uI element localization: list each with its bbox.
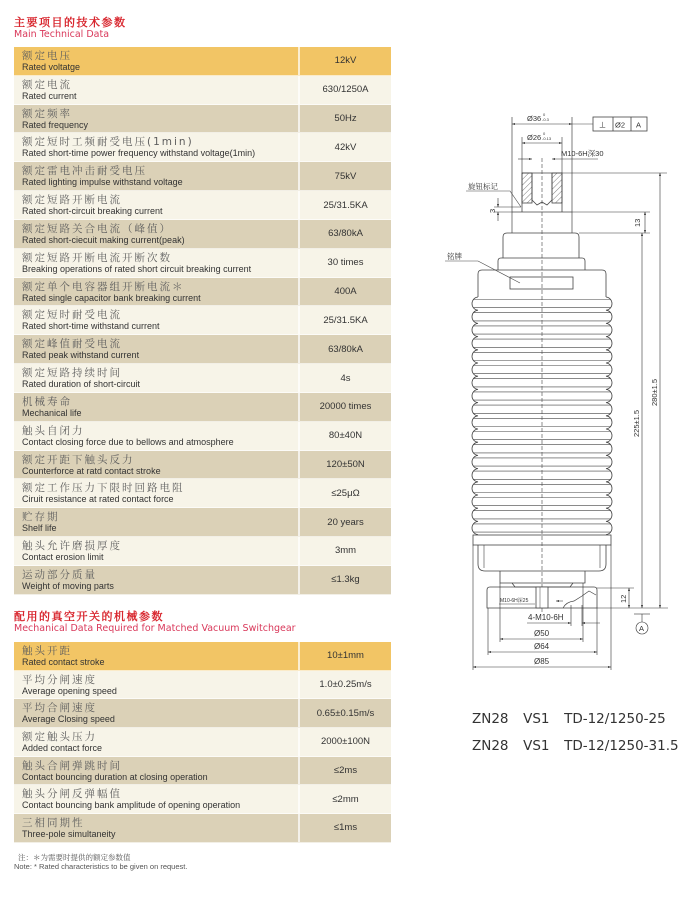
spec-label-en: Breaking operations of rated short circuit breaking current	[22, 263, 252, 274]
spec-value: 63/80kA	[298, 220, 391, 248]
spec-value: 20000 times	[298, 393, 391, 421]
spec-label-cn: 额定雷电冲击耐受电压	[22, 165, 147, 178]
spec-value: 42kV	[298, 133, 391, 161]
spec-label-cn: 平均分闸速度	[22, 673, 97, 686]
spec-label-en: Rated lighting impulse withstand voltage	[22, 177, 183, 188]
leaders	[445, 124, 593, 283]
main-section-title-en: Main Technical Data	[14, 29, 110, 40]
spec-label-cn: 额定峰值耐受电流	[22, 338, 122, 351]
spec-label-cn: 机械寿命	[22, 395, 72, 408]
mech-section-title-en: Mechanical Data Required for Matched Vacuum Switchgear	[14, 623, 296, 634]
spec-value: 30 times	[298, 249, 391, 277]
thread-top-label: M10-6H深30	[561, 149, 604, 158]
dim-d36-tol-upper: 0	[543, 112, 546, 117]
spec-label-cn: 额定短时耐受电流	[22, 309, 122, 322]
datum-a-label: A	[639, 624, 645, 633]
spec-label-cn: 触头允许磨损厚度	[22, 539, 122, 552]
spec-label-cn: 额定短路开断电流开断次数	[22, 251, 172, 264]
spec-label-cn: 额定工作压力下限时回路电阻	[22, 482, 185, 495]
nameplate-label: 铭牌	[447, 252, 462, 261]
spec-value: 120±50N	[298, 451, 391, 479]
thread-bottom-label: M10-6H深25	[500, 598, 529, 604]
spec-value: ≤2ms	[298, 757, 391, 785]
spec-label-en: Added contact force	[22, 742, 103, 753]
dim-12: 12	[619, 594, 628, 603]
dimensions	[473, 124, 668, 670]
spec-label-en: Rated frequency	[22, 119, 89, 130]
spec-value: ≤2mm	[298, 785, 391, 813]
spec-label-en: Rated single capacitor bank breaking current	[22, 292, 201, 303]
spec-label-en: Shelf life	[22, 523, 57, 534]
spec-value: 75kV	[298, 162, 391, 190]
dim-d64: Ø64	[534, 642, 550, 651]
spec-label-en: Contact bouncing bank amplitude of opening operation	[22, 800, 241, 811]
mech-section-title-cn: 配用的真空开关的机械参数	[14, 610, 164, 623]
spec-value: 3mm	[298, 537, 391, 565]
dim-13: 13	[633, 218, 642, 227]
dim-280: 280±1.5	[650, 378, 659, 406]
spec-value: 12kV	[298, 47, 391, 75]
dim-d50: Ø50	[534, 629, 550, 638]
spec-label-en: Ciruit resistance at rated contact force	[22, 494, 174, 505]
spec-label-cn: 额定短路关合电流（峰值）	[22, 222, 172, 235]
spec-label-cn: 触头开距	[22, 644, 72, 657]
dim-d85: Ø85	[534, 657, 550, 666]
spec-label-en: Rated short-time withstand current	[22, 321, 160, 332]
spec-label-cn: 额定短时工频耐受电压(1min)	[22, 136, 194, 149]
spec-label-cn: 贮存期	[22, 511, 60, 524]
spec-value: ≤1ms	[298, 814, 391, 842]
dim-3: 3	[488, 208, 497, 213]
spec-value: 0.65±0.15m/s	[298, 699, 391, 727]
spec-value: 25/31.5KA	[298, 306, 391, 334]
spec-value: 4s	[298, 364, 391, 392]
model-name: ZN28 VS1 TD-12/1250-31.5	[472, 738, 679, 754]
spec-label-cn: 额定触头压力	[22, 730, 97, 743]
spec-label-en: Weight of moving parts	[22, 580, 114, 591]
dim-d36: Ø36	[527, 114, 542, 123]
footnote-en: Note: * Rated characteristics to be given on request.	[14, 862, 188, 871]
spec-value: 25/31.5KA	[298, 191, 391, 219]
tolerance-value: Ø2	[615, 120, 626, 130]
spec-value: 400A	[298, 278, 391, 306]
spec-label-en: Contact closing force due to bellows and atmosphere	[22, 436, 234, 447]
spec-value: 1.0±0.25m/s	[298, 671, 391, 699]
spec-label-cn: 额定电流	[22, 78, 72, 91]
spec-label-en: Mechanical life	[22, 407, 82, 418]
spec-label-en: Contact bouncing duration at closing operation	[22, 771, 208, 782]
spec-label-cn: 运动部分质量	[22, 568, 97, 581]
perpendicular-icon: ⊥	[599, 120, 606, 130]
spec-value: 630/1250A	[298, 76, 391, 104]
spec-label-en: Rated peak withstand current	[22, 350, 140, 361]
spec-value: 2000±100N	[298, 728, 391, 756]
holes-label: 4-M10-6H	[528, 613, 564, 622]
spec-label-cn: 触头合闸弹跳时间	[22, 759, 122, 772]
dim-d26-tol-upper: 0	[543, 131, 546, 136]
spec-label-en: Contact erosion limit	[22, 551, 104, 562]
spec-label-cn: 平均合闸速度	[22, 702, 97, 715]
dim-d26: Ø26	[527, 133, 542, 142]
spec-label-cn: 触头分闸反弹幅值	[22, 788, 122, 801]
spec-label-en: Rated short-time power frequency withstand voltage(1min)	[22, 148, 256, 159]
spec-label-cn: 额定短路持续时间	[22, 367, 122, 380]
tolerance-datum: A	[636, 120, 642, 130]
spec-label-cn: 触头自闭力	[22, 424, 85, 437]
spec-label-en: Rated contact stroke	[22, 656, 105, 667]
spec-label-en: Rated current	[22, 90, 77, 101]
spec-label-en: Average Closing speed	[22, 714, 115, 725]
spec-value: 20 years	[298, 508, 391, 536]
spec-label-en: Three-pole simultaneity	[22, 828, 116, 839]
footnote-cn: 注：＊为需要时提供的额定参数值	[18, 853, 131, 862]
spec-label-en: Rated short-circuit breaking current	[22, 206, 163, 217]
knob-mark-label: 旋钮标记	[468, 182, 498, 191]
spec-label-en: Rated voltatge	[22, 61, 81, 72]
spec-label-cn: 额定单个电容器组开断电流＊	[22, 280, 185, 293]
spec-label-cn: 额定电压	[22, 49, 72, 62]
spec-label-cn: 额定短路开断电流	[22, 194, 122, 207]
spec-label-cn: 三相同期性	[22, 816, 85, 829]
dim-d36-tol-lower: -0.3	[542, 117, 549, 122]
spec-label-en: Counterforce at ratd contact stroke	[22, 465, 161, 476]
dim-225: 225±1.5	[632, 409, 641, 437]
spec-value: 80±40N	[298, 422, 391, 450]
spec-value: 50Hz	[298, 105, 391, 133]
spec-value: ≤1.3kg	[298, 566, 391, 594]
spec-label-cn: 额定频率	[22, 107, 72, 120]
spec-value: 10±1mm	[298, 642, 391, 670]
main-section-title-cn: 主要项目的技术参数	[14, 16, 127, 29]
spec-label-en: Average opening speed	[22, 685, 117, 696]
spec-value: 63/80kA	[298, 335, 391, 363]
spec-label-en: Rated short-ciecuit making current(peak)	[22, 234, 185, 245]
spec-value: ≤25μΩ	[298, 479, 391, 507]
spec-label-en: Rated duration of short-circuit	[22, 379, 141, 390]
dim-d26-tol-lower: -0.13	[542, 136, 552, 141]
model-name: ZN28 VS1 TD-12/1250-25	[472, 711, 666, 727]
spec-label-cn: 额定开距下触头反力	[22, 453, 135, 466]
